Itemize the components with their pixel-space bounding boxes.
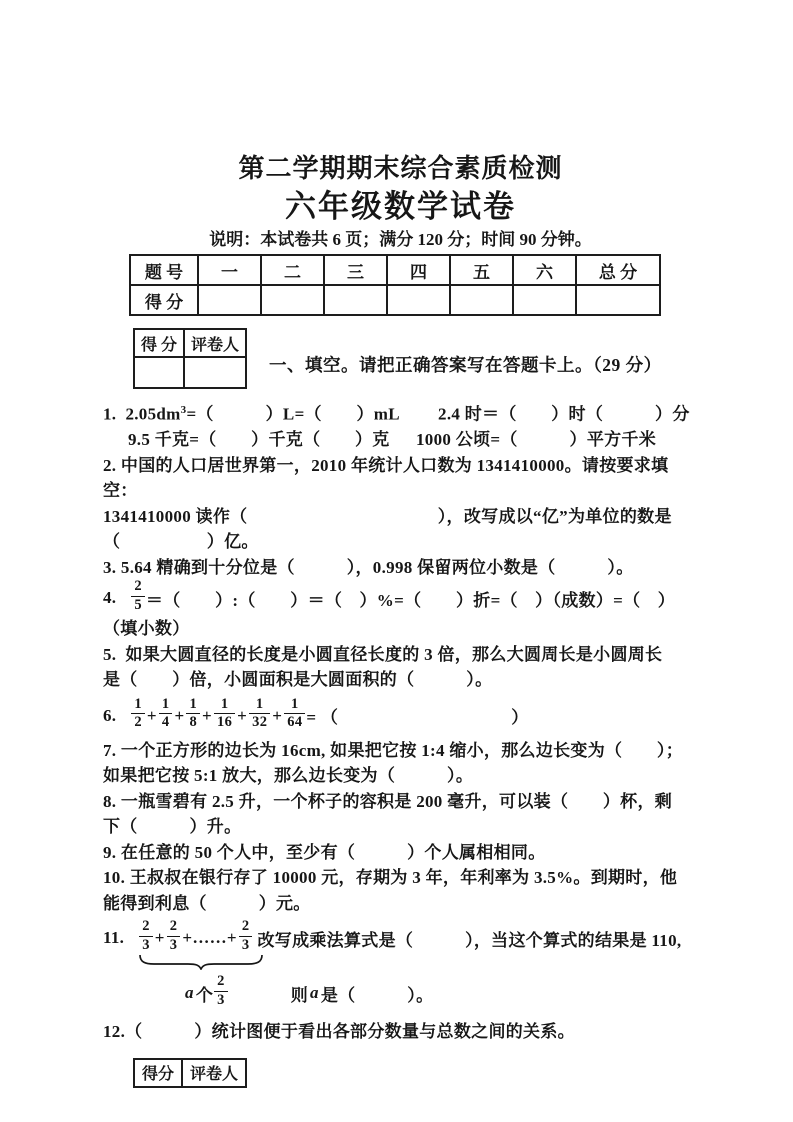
score-table-col: 二 <box>261 255 324 285</box>
underbrace-icon <box>138 954 264 970</box>
question-text: 1. 2.05dm <box>103 404 181 424</box>
grader-box-empty-cell <box>184 357 246 388</box>
question-12: 12.（ ）统计图便于看出各部分数量与总数之间的关系。 <box>103 1022 575 1042</box>
question-text: = （ ） <box>306 708 529 728</box>
question-text: 则 <box>290 985 308 1005</box>
question-2-line-2: 1341410000 读作（ ），改写成以“亿”为单位的数是 <box>103 506 672 526</box>
score-cell-empty <box>261 285 324 315</box>
score-cell-empty <box>387 285 450 315</box>
score-table-header-row <box>130 255 660 285</box>
question-1-line-1 <box>103 398 698 427</box>
score-cell-empty <box>198 285 261 315</box>
question-text: 是（ ）。 <box>320 985 434 1005</box>
grader-box-grader-label: 评卷人 <box>182 1059 246 1087</box>
question-number: 11. <box>103 928 125 948</box>
question-number: 6. <box>103 705 117 725</box>
question-4-line-2: （填小数） <box>103 619 190 639</box>
score-table-col: 一 <box>198 255 261 285</box>
exam-note: 说明：本试卷共 6 页；满分 120 分；时间 90 分钟。 <box>209 230 592 249</box>
fraction-1-8: $\frac{1}{8}$ <box>186 697 200 730</box>
question-7-line-2: 如果把它按 5:1 放大，那么边长变为（ ）。 <box>103 766 474 786</box>
fraction-2-3: $\frac{2}{3}$ <box>139 919 153 952</box>
exam-subtitle: 六年级数学试卷 <box>285 189 516 224</box>
grader-box-empty-row <box>134 357 246 388</box>
score-table-corner-cell: 题 号 <box>130 255 198 285</box>
grader-box-header-row <box>134 329 246 357</box>
ellipsis-plus-operator: +……+ <box>182 928 237 948</box>
question-2-line-3: （ ）亿。 <box>103 532 259 552</box>
score-table-row-label: 得 分 <box>130 285 198 315</box>
question-text: 个 <box>195 985 214 1005</box>
grader-box <box>133 328 247 389</box>
grader-box-row <box>103 328 698 389</box>
question-4 <box>103 578 698 614</box>
question-10-line-1: 10. 王叔叔在银行存了 10000 元，存期为 3 年，年利率为 3.5%。到期时，他 <box>103 868 678 888</box>
plus-operator: + <box>154 928 165 948</box>
question-8-line-1: 8. 一瓶雪碧有 2.5 升，一个杯子的容积是 200 毫升，可以装（ ）杯，剩 <box>103 791 673 811</box>
superscript-3: 3 <box>180 404 187 416</box>
grader-box-grader-label: 评卷人 <box>184 329 246 357</box>
exam-title: 第二学期期末综合素质检测 <box>238 154 563 183</box>
question-11 <box>103 919 698 957</box>
question-6 <box>103 696 698 736</box>
fraction-2-3: $\frac{2}{3}$ <box>167 919 181 952</box>
fraction-series <box>138 918 253 954</box>
fraction-2-3: $\frac{2}{3}$ <box>214 974 228 1007</box>
question-3: 3. 5.64 精确到十分位是（ ），0.998 保留两位小数是（ ）。 <box>103 557 634 577</box>
question-2-line-1: 2. 中国的人口居世界第一，2010 年统计人口数为 1341410000。请按要求填空： <box>103 455 669 501</box>
question-9: 9. 在任意的 50 个人中，至少有（ ）个人属相相同。 <box>103 842 546 862</box>
variable-a: a <box>310 983 319 1003</box>
fraction-1-16: $\frac{1}{16}$ <box>214 697 235 730</box>
grader-box-header-row <box>134 1059 246 1087</box>
score-table-col: 六 <box>513 255 576 285</box>
fraction-1-64: $\frac{1}{64}$ <box>284 697 305 730</box>
plus-operator: + <box>272 705 283 725</box>
score-table-col: 三 <box>324 255 387 285</box>
grader-box-score-label: 得 分 <box>134 329 184 357</box>
question-5-line-1: 5. 如果大圆直径的长度是小圆直径长度的 3 倍，那么大圆周长是小圆周长 <box>103 644 663 664</box>
question-8-line-2: 下（ ）升。 <box>103 817 242 837</box>
grader-box-bottom <box>133 1058 247 1088</box>
score-cell-empty <box>513 285 576 315</box>
section-1-heading: 一、填空。请把正确答案写在答题卡上。（29 分） <box>269 355 662 375</box>
score-table-col-total: 总 分 <box>576 255 660 285</box>
plus-operator: + <box>202 705 213 725</box>
grader-box-empty-cell <box>134 357 184 388</box>
question-text: ＝（ ）:（ ）＝（ ）%=（ ）折=（ ）（成数）=（ ） <box>145 590 676 610</box>
question-7-line-1: 7. 一个正方形的边长为 16cm, 如果把它按 1:4 缩小，那么边长变为（ ）； <box>103 740 684 760</box>
grader-box-score-label: 得分 <box>134 1059 182 1087</box>
fraction-2-5: $\frac{2}{5}$ <box>131 579 145 612</box>
score-cell-empty <box>450 285 513 315</box>
variable-a: a <box>185 983 194 1003</box>
score-cell-empty <box>576 285 660 315</box>
question-1-line-2: 9.5 千克=（ ）千克（ ）克 1000 公顷=（ ）平方千米 <box>128 430 657 450</box>
score-summary-table <box>129 254 661 316</box>
score-table-col: 四 <box>387 255 450 285</box>
question-text: =（ ）L=（ ）mL 2.4 时＝（ ）时（ ）分 <box>186 404 690 424</box>
question-number: 4. <box>103 588 117 608</box>
plus-operator: + <box>174 705 185 725</box>
plus-operator: + <box>237 705 248 725</box>
question-text: 改写成乘法算式是（ ），当这个算式的结果是 110, <box>257 930 682 950</box>
score-table-score-row <box>130 285 660 315</box>
fraction-2-3: $\frac{2}{3}$ <box>239 919 253 952</box>
question-11-below <box>183 973 698 1013</box>
fraction-1-32: $\frac{1}{32}$ <box>249 697 270 730</box>
plus-operator: + <box>146 705 157 725</box>
question-10-line-2: 能得到利息（ ）元。 <box>103 893 311 913</box>
question-5-line-2: 是（ ）倍，小圆面积是大圆面积的（ ）。 <box>103 670 493 690</box>
score-cell-empty <box>324 285 387 315</box>
fraction-1-4: $\frac{1}{4}$ <box>159 697 173 730</box>
score-table-col: 五 <box>450 255 513 285</box>
questions-section <box>103 398 698 1045</box>
fraction-1-2: $\frac{1}{2}$ <box>131 697 145 730</box>
